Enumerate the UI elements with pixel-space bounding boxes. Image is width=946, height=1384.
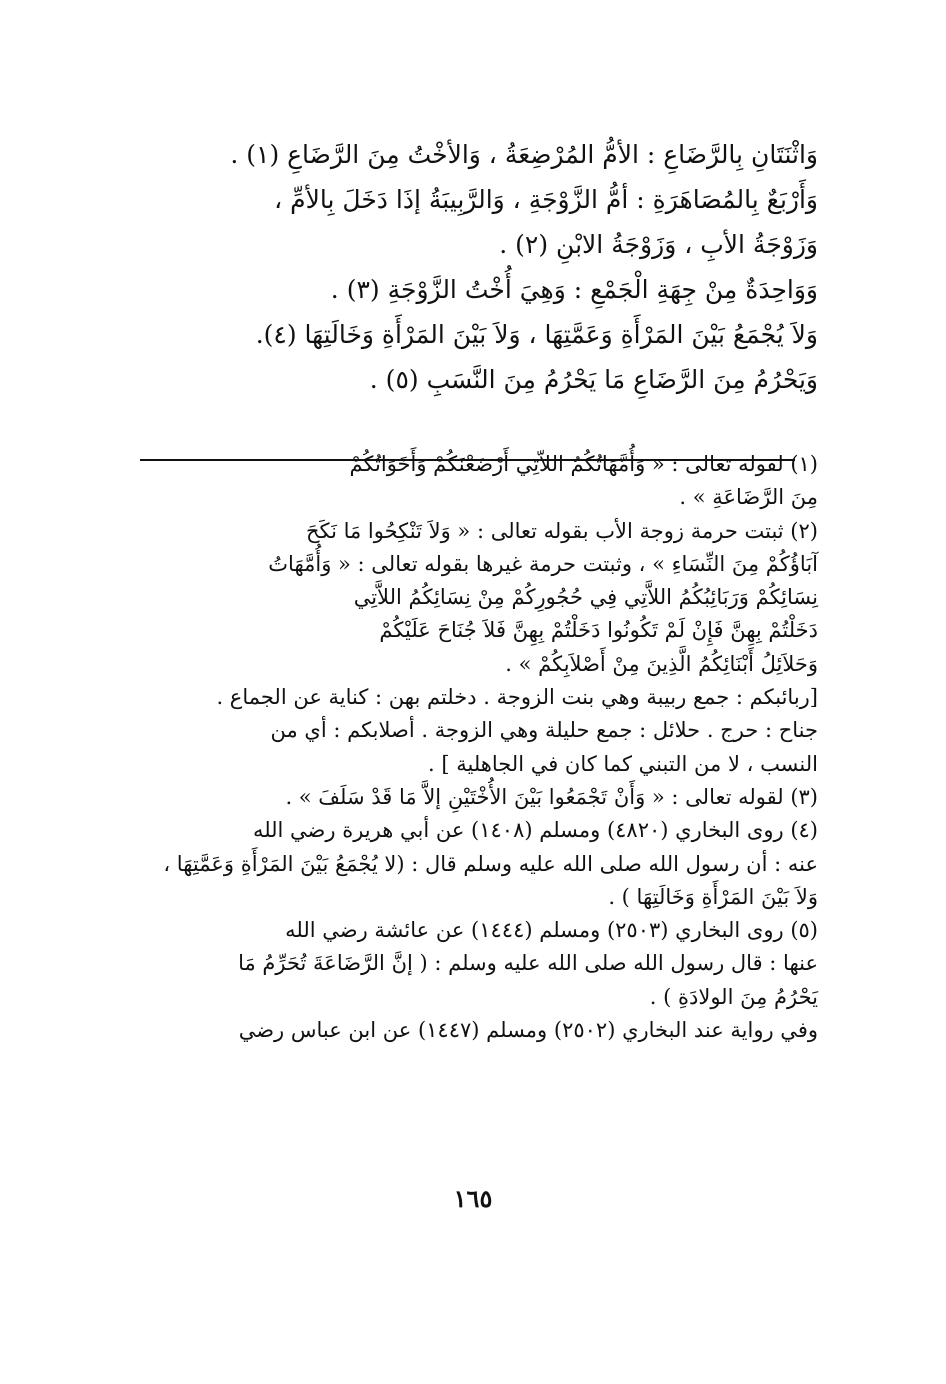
footnote-line: (٥) روى البخاري (٢٥٠٣) ومسلم (١٤٤٤) عن عائشة رضي الله: [285, 918, 818, 943]
main-text: [128, 132, 818, 402]
footnote-line: آبَاؤُكُمْ مِنَ النِّسَاءِ » ، وثبتت حرمة غيرها بقوله تعالى : « وَأُمَّهَاتُ: [268, 551, 818, 576]
footnote-line: عنها : قال رسول الله صلى الله عليه وسلم : ( إنَّ الرَّضَاعَةَ تُحَرِّمُ مَا: [238, 951, 818, 976]
footnote-line: (٢) ثبتت حرمة زوجة الأب بقوله تعالى : « وَلاَ تَنْكِحُوا مَا نَكَحَ: [305, 518, 818, 543]
page-number: ١٦٥: [453, 1184, 493, 1213]
main-line-2: وَأَرْبَعٌ بِالمُصَاهَرَةِ : أمُّ الزَّوْجَةِ ، وَالرَّبِيبَةُ إذَا دَخَلَ بِالأمِّ ،: [274, 185, 818, 214]
footnote-line: وَلاَ بَيْنَ المَرْأَةِ وَخَالَتِهَا ) .: [608, 884, 818, 909]
footnote-line: عنه : أن رسول الله صلى الله عليه وسلم قال : (لا يُجْمَعُ بَيْنَ المَرْأَةِ وَعَمَّتِهَا ،: [163, 851, 818, 876]
footnote-line: [ربائبكم : جمع ربيبة وهي بنت الزوجة . دخلتم بهن : كناية عن الجماع .: [216, 685, 818, 710]
main-line-6: وَيَحْرُمُ مِنَ الرَّضَاعِ مَا يَحْرُمُ مِنَ النَّسَبِ (٥) .: [369, 365, 818, 394]
footnote-line: (٤) روى البخاري (٤٨٢٠) ومسلم (١٤٠٨) عن أبي هريرة رضي الله: [252, 818, 818, 843]
footnote-line: نِسَائِكُمْ وَرَبَائِبُكُمُ اللاَّتِي فِي حُجُورِكُمْ مِنْ نِسَائِكُمُ اللاَّتِي: [353, 585, 818, 610]
footnote-line: النسب ، لا من التبني كما كان في الجاهلية ] .: [428, 751, 818, 776]
footnote-line: وَحَلاَئِلُ أَبْنَائِكُمُ الَّذِينَ مِنْ أَصْلاَبِكُمْ » .: [505, 651, 818, 676]
main-line-5: وَلاَ يُجْمَعُ بَيْنَ المَرْأَةِ وَعَمَّتِهَا ، وَلاَ بَيْنَ المَرْأَةِ وَخَالَتِهَا (٤).: [255, 320, 818, 349]
main-line-3: وَزَوْجَةُ الأبِ ، وَزَوْجَةُ الابْنِ (٢) .: [499, 230, 818, 259]
footnote-line: وفي رواية عند البخاري (٢٥٠٢) ومسلم (١٤٤٧) عن ابن عباس رضي: [238, 1018, 818, 1043]
footnote-line: (٣) لقوله تعالى : « وَأَنْ تَجْمَعُوا بَيْنَ الأُخْتَيْنِ إلاَّ مَا قَدْ سَلَفَ » .: [285, 784, 818, 809]
main-line-4: وَوَاحِدَةٌ مِنْ جِهَةِ الْجَمْعِ : وَهِيَ أُخْتُ الزَّوْجَةِ (٣) .: [330, 275, 818, 304]
footnote-line: يَحْرُمُ مِنَ الولادَةِ ) .: [649, 984, 818, 1009]
footnote-line: دَخَلْتُمْ بِهِنَّ فَإِنْ لَمْ تَكُونُوا دَخَلْتُمْ بِهِنَّ فَلاَ جُنَاحَ عَلَيْكُمْ: [379, 618, 818, 643]
footnotes: [128, 448, 818, 1047]
footnote-line: جناح : حرج . حلائل : جمع حليلة وهي الزوجة . أصلابكم : أي من: [270, 718, 818, 743]
footnote-line: (١) لقوله تعالى : « وَأُمَّهَاتُكُمُ اللاّتِي أَرْضَعْنَكُمْ وَأَخَوَاتُكُمْ: [349, 452, 818, 476]
footnote-line: مِنَ الرَّضَاعَةِ » .: [679, 485, 818, 510]
main-line-1: وَاثْنَتَانِ بِالرَّضَاعِ : الأمُّ المُرْضِعَةُ ، وَالأخْتُ مِنَ الرَّضَاعِ (١) .: [230, 140, 818, 169]
